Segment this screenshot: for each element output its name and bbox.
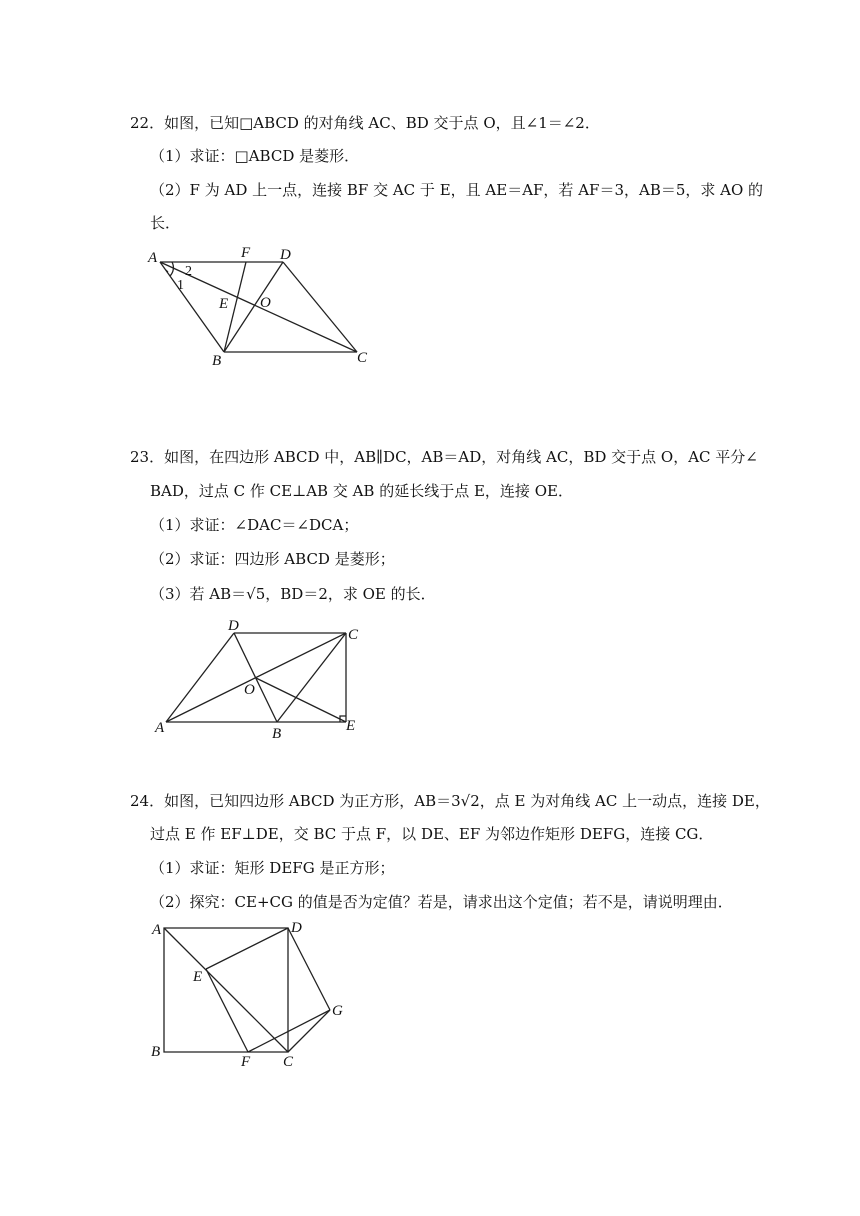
p23-label-C: C bbox=[348, 627, 359, 643]
p23-line-3: （1）求证：∠DAC＝∠DCA； bbox=[150, 516, 359, 534]
p23-line-4: （2）求证：四边形 ABCD 是菱形； bbox=[150, 550, 395, 568]
p24-label-D: D bbox=[291, 920, 302, 936]
segment-AC bbox=[164, 928, 288, 1052]
p24-label-B: B bbox=[151, 1044, 161, 1060]
p23-line-1: 23．如图，在四边形 ABCD 中，AB∥DC，AB＝AD，对角线 AC，BD 交于点 O，AC 平分∠ bbox=[130, 448, 758, 466]
p22-label-O: O bbox=[260, 295, 271, 311]
p22-label-B: B bbox=[212, 353, 222, 369]
p22-line-3: （2）F 为 AD 上一点，连接 BF 交 AC 于 E，且 AE＝AF，若 AF＝3，AB＝5，求 AO 的 bbox=[150, 181, 764, 199]
segment-CG bbox=[288, 1010, 330, 1052]
segment-FG bbox=[248, 1010, 330, 1052]
p24-line-3: （1）求证：矩形 DEFG 是正方形； bbox=[150, 859, 395, 877]
p24-lines bbox=[164, 928, 330, 1052]
p24-label-A: A bbox=[152, 922, 162, 938]
segment-ED bbox=[206, 928, 288, 969]
p24-line-1: 24．如图，已知四边形 ABCD 为正方形，AB＝3√2，点 E 为对角线 AC 上一动点，连接 DE， bbox=[130, 792, 770, 810]
p23-label-E: E bbox=[346, 718, 356, 734]
p22-label-D: D bbox=[280, 247, 291, 263]
p22-line-2: （1）求证：□ABCD 是菱形． bbox=[150, 147, 360, 165]
p22-label-2: 2 bbox=[185, 264, 192, 279]
p22-label-F: F bbox=[241, 245, 251, 261]
p24-line-4: （2）探究：CE+CG 的值是否为定值？若是，请求出这个定值；若不是，请说明理由． bbox=[150, 893, 733, 911]
segment-EF bbox=[206, 969, 248, 1052]
p23-line-2: BAD，过点 C 作 CE⊥AB 交 AB 的延长线于点 E，连接 OE． bbox=[150, 482, 573, 500]
p22-label-C: C bbox=[357, 350, 368, 366]
p23-label-D: D bbox=[228, 618, 239, 634]
p23-line-5: （3）若 AB＝√5，BD＝2，求 OE 的长． bbox=[150, 585, 436, 603]
segment-DG bbox=[288, 928, 330, 1010]
p22-label-A: A bbox=[148, 250, 158, 266]
p22-label-1: 1 bbox=[177, 278, 184, 293]
p24-label-F: F bbox=[241, 1054, 251, 1070]
p22-line-4: 长． bbox=[150, 214, 181, 232]
p23-label-O: O bbox=[244, 682, 255, 698]
p23-label-A: A bbox=[155, 720, 165, 736]
p22-label-E: E bbox=[219, 296, 229, 312]
p23-label-B: B bbox=[272, 726, 282, 742]
p22-line-1: 22．如图，已知□ABCD 的对角线 AC、BD 交于点 O，且∠1＝∠2． bbox=[130, 114, 600, 132]
p24-label-G: G bbox=[332, 1003, 343, 1019]
p24-label-E: E bbox=[193, 969, 203, 985]
p24-label-C: C bbox=[283, 1054, 294, 1070]
p24-line-2: 过点 E 作 EF⊥DE，交 BC 于点 F，以 DE、EF 为邻边作矩形 DEFG，连接 CG． bbox=[150, 825, 714, 843]
